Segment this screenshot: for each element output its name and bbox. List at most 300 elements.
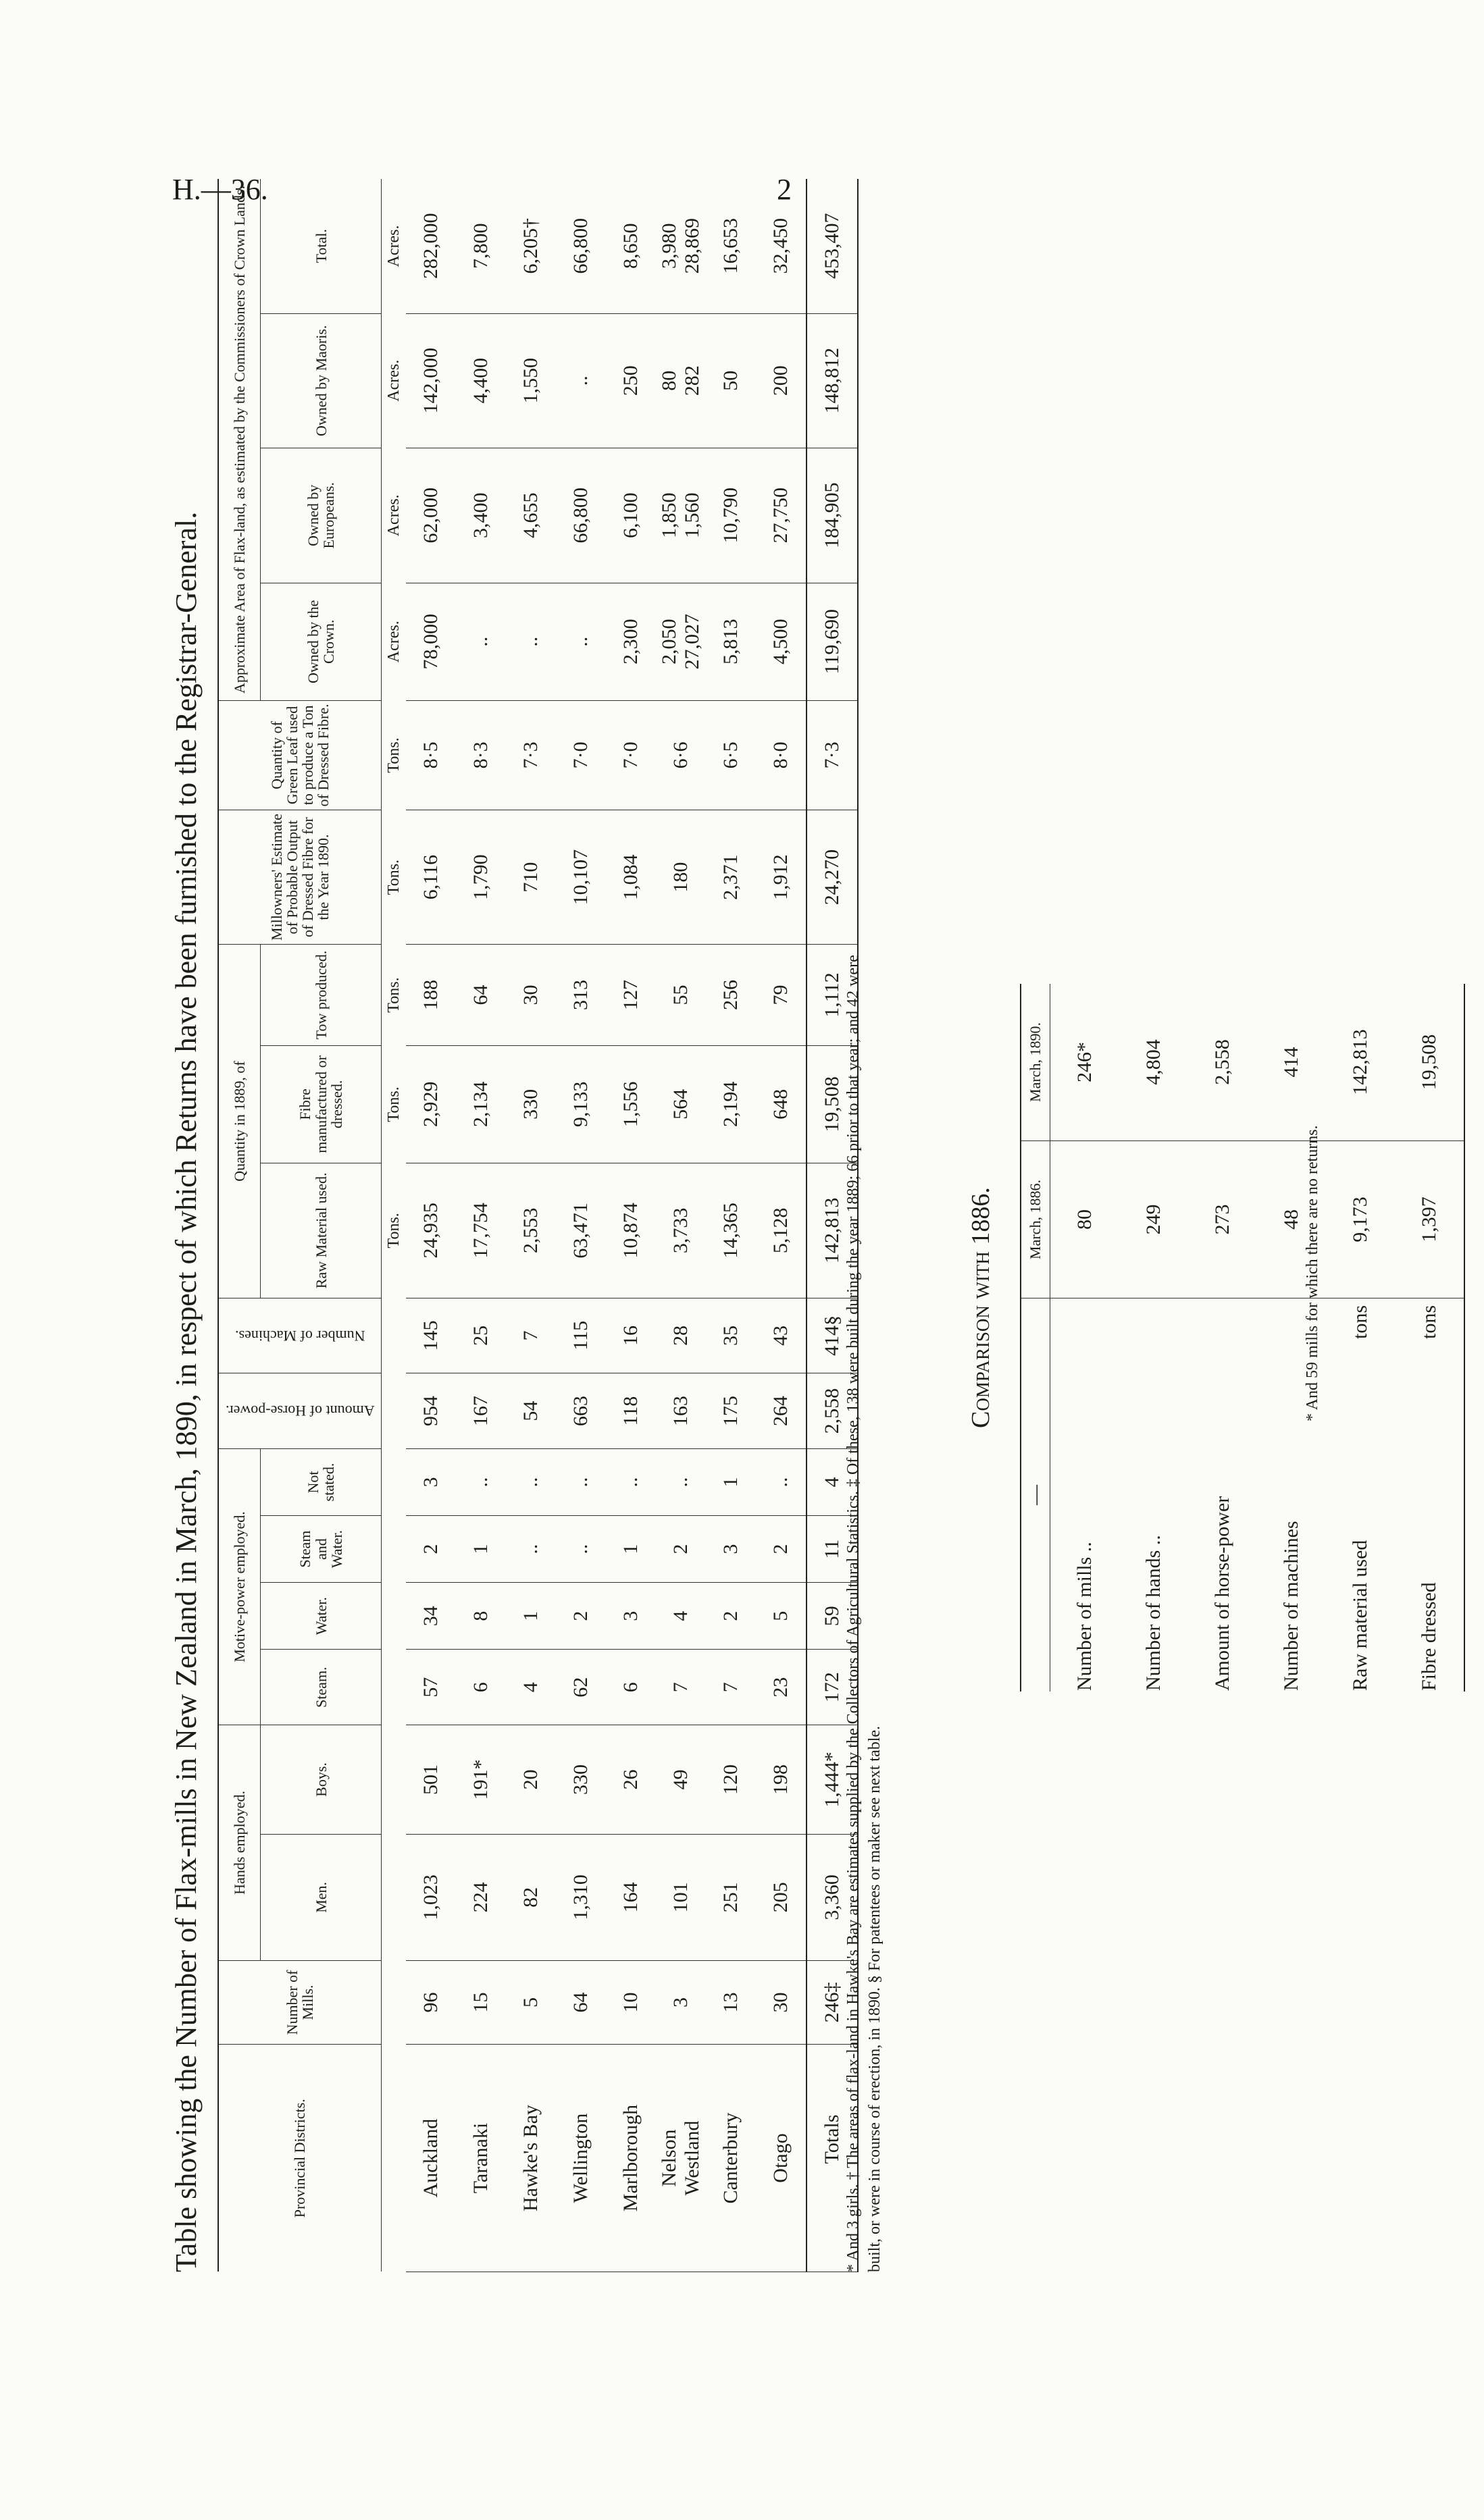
cell-raw: [406, 1163, 456, 1298]
cell-value: ..: [769, 1477, 792, 1488]
district-label: Marlborough: [619, 2104, 642, 2212]
cell-value: 127: [619, 980, 642, 1011]
cell-value: 2: [719, 1610, 742, 1621]
cell-men: [656, 1834, 706, 1960]
cell-green: [706, 700, 756, 810]
cell-value: 1,310: [569, 1874, 592, 1920]
header-quantity: Quantity in 1889, of: [218, 945, 261, 1298]
cell-value: 23: [769, 1677, 792, 1698]
cell-value: 9,133: [569, 1081, 592, 1128]
cell-value: 1,912: [769, 854, 792, 900]
header-area: Approximate Area of Flax-land, as estimated by the Commissioners of Crown Lands.: [218, 179, 261, 700]
comparison-label: Raw material used: [1349, 1540, 1371, 1691]
cell-maoris: [706, 313, 756, 448]
comparison-value-v2: 19,508: [1395, 984, 1464, 1141]
cell-value: 62,000: [419, 488, 442, 544]
cell-men: [506, 1834, 556, 1960]
cell-value: ..: [669, 1477, 692, 1488]
comparison-label: Number of mills ..: [1073, 1542, 1096, 1691]
cell-raw: [556, 1163, 606, 1298]
cell-value: 145: [419, 1320, 442, 1351]
cell-value: 101: [669, 1882, 692, 1913]
cell-crown: [656, 583, 706, 700]
cell-men: [556, 1834, 606, 1960]
cell-value: 6,100: [619, 492, 642, 539]
comparison-bottom-rule: [1464, 984, 1469, 1691]
rule: [1464, 984, 1469, 1691]
cell-value: 6: [469, 1682, 492, 1693]
footnotes: [844, 179, 888, 2272]
comparison-value-v2: 414: [1257, 984, 1326, 1141]
cell-machines: [606, 1298, 656, 1373]
cell-value: 7: [519, 1330, 542, 1341]
footnote-line-1: * And 3 girls. † The areas of flax-land in Hawke's Bay are estimates supplied by the Collectors of Agricultural Statistics. ‡ Of these, 138 were built during the year 1889; 66 prior to that year; and 42 were: [844, 955, 862, 2272]
comparison-label-cell: [1188, 1298, 1257, 1692]
cell-value: 82: [519, 1887, 542, 1908]
cell-europeans: [406, 448, 456, 583]
cell-estimate: [406, 810, 456, 945]
cell-value: 4,655: [519, 492, 542, 539]
cell-maoris: [506, 313, 556, 448]
cell-value: 663: [569, 1396, 592, 1427]
total-maoris: 148,812: [807, 313, 858, 448]
cell-value: 4: [669, 1610, 692, 1621]
cell-value: 2,553: [519, 1207, 542, 1254]
cell-crown: [406, 583, 456, 700]
cell-value: 163: [669, 1396, 692, 1427]
cell-value: 3: [419, 1477, 442, 1488]
cell-value: 6,116: [419, 854, 442, 900]
cell-raw: [706, 1163, 756, 1298]
cell-value: 30: [519, 985, 542, 1005]
district-label: Otago: [769, 2133, 792, 2183]
cell-maoris: [456, 313, 506, 448]
cell-sw: [406, 1516, 456, 1583]
cell-value: 8·5: [419, 741, 442, 769]
comparison-value-v1: 80: [1050, 1141, 1120, 1298]
total-raw: 142,813: [807, 1163, 858, 1298]
cell-value: 10,107: [569, 849, 592, 905]
unit-estimate: Tons.: [384, 859, 403, 895]
cell-value: 2,929: [419, 1081, 442, 1128]
header-district: Provincial Districts.: [218, 2045, 382, 2272]
cell-value: 191*: [469, 1759, 492, 1800]
cell-tow: [706, 945, 756, 1045]
cell-value: 20: [519, 1769, 542, 1790]
district-name: [456, 2045, 506, 2272]
header-estimate: Millowners' Estimate of Probable Output of Dressed Fibre for the Year 1890.: [218, 810, 382, 945]
cell-water: [406, 1583, 456, 1650]
cell-value: 80: [658, 370, 680, 391]
cell-value: 7·0: [569, 741, 592, 769]
cell-estimate: [706, 810, 756, 945]
comparison-row: [1257, 984, 1326, 1691]
unit-europeans: Acres.: [384, 494, 403, 537]
cell-ns: [406, 1448, 456, 1515]
cell-mills: [406, 1960, 456, 2044]
cell-value: 16: [619, 1325, 642, 1346]
cell-value: 6·6: [669, 741, 692, 769]
cell-fibre: [606, 1045, 656, 1163]
cell-value: 64: [469, 985, 492, 1005]
cell-ns: [456, 1448, 506, 1515]
cell-value: 142,000: [419, 348, 442, 414]
total-men: 3,360: [807, 1834, 858, 1960]
cell-europeans: [556, 448, 606, 583]
unit-fibre: Tons.: [384, 1086, 403, 1122]
cell-green: [506, 700, 556, 810]
cell-machines: [506, 1298, 556, 1373]
cell-value: ..: [619, 1477, 642, 1488]
cell-sw: [756, 1516, 807, 1583]
district-label: Canterbury: [719, 2112, 742, 2204]
cell-value: 8,650: [619, 223, 642, 269]
comparison-label-cell: [1326, 1298, 1395, 1692]
cell-total: [406, 179, 456, 313]
flax-mills-table: [218, 179, 859, 2272]
units-spacer: [382, 1298, 407, 2272]
cell-boys: [706, 1725, 756, 1835]
cell-value: ..: [469, 1477, 492, 1488]
cell-value: ..: [519, 636, 542, 647]
cell-value: 7·0: [619, 741, 642, 769]
cell-value: ..: [569, 1544, 592, 1554]
cell-tow: [656, 945, 706, 1045]
comparison-label: Fibre dressed: [1418, 1582, 1440, 1691]
cell-sw: [706, 1516, 756, 1583]
cell-value: 54: [519, 1400, 542, 1421]
footnote-line-2: built, or were in course of erection, in 1890. § For patentees or maker see next table.: [866, 1725, 884, 2272]
table-row: [606, 179, 656, 2272]
cell-value: 180: [669, 862, 692, 893]
cell-machines: [756, 1298, 807, 1373]
table-row: [706, 179, 756, 2272]
cell-value: 256: [719, 980, 742, 1011]
cell-estimate: [656, 810, 706, 945]
total-hp: 2,558: [807, 1373, 858, 1449]
cell-value: 25: [469, 1325, 492, 1346]
total-steam: 172: [807, 1650, 858, 1725]
cell-water: [506, 1583, 556, 1650]
cell-value: 1: [519, 1610, 542, 1621]
cell-steam: [656, 1650, 706, 1725]
cell-value: 1: [619, 1544, 642, 1554]
cell-boys: [556, 1725, 606, 1835]
total-estimate: 24,270: [807, 810, 858, 945]
header-hp-text: Amount of Horse-power.: [225, 1402, 375, 1420]
cell-boys: [456, 1725, 506, 1835]
cell-value: 205: [769, 1882, 792, 1913]
cell-ns: [606, 1448, 656, 1515]
cell-ns: [506, 1448, 556, 1515]
cell-estimate: [506, 810, 556, 945]
cell-fibre: [656, 1045, 706, 1163]
header-tow: Tow produced.: [261, 945, 382, 1045]
page-code: H.—36.: [172, 173, 268, 206]
cell-hp: [506, 1373, 556, 1449]
cell-steam: [606, 1650, 656, 1725]
cell-value: 16,653: [719, 218, 742, 274]
unit-total: Acres.: [384, 225, 403, 267]
cell-value: 1,790: [469, 854, 492, 900]
cell-machines: [406, 1298, 456, 1373]
district-name: [756, 2045, 807, 2272]
comparison-label-cell: [1050, 1298, 1120, 1692]
cell-value: 330: [569, 1764, 592, 1795]
header-mills: Number of Mills.: [218, 1960, 382, 2044]
header-raw: Raw Material used.: [261, 1163, 382, 1298]
district-label: Westland: [681, 2120, 703, 2196]
district-label: Taranaki: [469, 2122, 492, 2194]
cell-sw: [606, 1516, 656, 1583]
comparison-body: [1050, 984, 1470, 1691]
comparison-header-1886: March, 1886.: [1021, 1141, 1050, 1298]
cell-steam: [756, 1650, 807, 1725]
cell-value: ..: [569, 1477, 592, 1488]
cell-tow: [756, 945, 807, 1045]
cell-boys: [506, 1725, 556, 1835]
cell-value: 10,874: [619, 1203, 642, 1259]
cell-estimate: [756, 810, 807, 945]
header-men: Men.: [261, 1834, 382, 1960]
cell-europeans: [706, 448, 756, 583]
cell-value: 710: [519, 862, 542, 893]
cell-value: ..: [569, 375, 592, 386]
cell-value: 2: [569, 1610, 592, 1621]
unit-green: Tons.: [384, 737, 403, 773]
cell-value: 57: [419, 1677, 442, 1698]
comparison-label-cell: [1395, 1298, 1464, 1692]
cell-steam: [506, 1650, 556, 1725]
cell-europeans: [606, 448, 656, 583]
district-name: [706, 2045, 756, 2272]
cell-value: 3,980: [658, 223, 680, 269]
total-ns: 4: [807, 1448, 858, 1515]
cell-green: [606, 700, 656, 810]
comparison-row: [1326, 984, 1395, 1691]
cell-total: [656, 179, 706, 313]
cell-crown: [506, 583, 556, 700]
comparison-row: [1395, 984, 1464, 1691]
comparison-value-v2: 142,813: [1326, 984, 1395, 1141]
cell-mills: [656, 1960, 706, 2044]
district-name: [506, 2045, 556, 2272]
cell-value: 3,400: [469, 492, 492, 539]
cell-value: 3: [669, 1997, 692, 2007]
cell-value: 2,300: [619, 619, 642, 665]
cell-value: 120: [719, 1764, 742, 1795]
cell-total: [706, 179, 756, 313]
comparison-row: [1188, 984, 1257, 1691]
cell-value: 250: [619, 365, 642, 396]
cell-total: [606, 179, 656, 313]
cell-value: 8·0: [769, 741, 792, 769]
header-water: Water.: [261, 1583, 382, 1650]
cell-maoris: [406, 313, 456, 448]
cell-value: 282: [681, 365, 703, 396]
cell-value: ..: [569, 636, 592, 647]
total-green: 7·3: [807, 700, 858, 810]
cell-maoris: [556, 313, 606, 448]
unit-maoris: Acres.: [384, 359, 403, 402]
cell-value: 118: [619, 1396, 642, 1426]
cell-value: 4: [519, 1682, 542, 1693]
cell-value: ..: [519, 1544, 542, 1554]
comparison-label-cell: [1257, 1298, 1326, 1692]
cell-crown: [706, 583, 756, 700]
header-machines-text: Number of Machines.: [234, 1327, 365, 1344]
cell-value: 200: [769, 365, 792, 396]
cell-ns: [756, 1448, 807, 1515]
cell-value: 62: [569, 1677, 592, 1698]
district-label: Wellington: [569, 2113, 592, 2203]
comparison-value-v2: 2,558: [1188, 984, 1257, 1141]
cell-maoris: [656, 313, 706, 448]
cell-value: 648: [769, 1088, 792, 1120]
cell-water: [706, 1583, 756, 1650]
cell-value: 264: [769, 1396, 792, 1427]
cell-value: 13: [719, 1992, 742, 2013]
cell-value: 2: [419, 1544, 442, 1554]
cell-boys: [656, 1725, 706, 1835]
rotated-table-page: [169, 179, 946, 2272]
district-label: Nelson: [658, 2129, 680, 2187]
cell-europeans: [656, 448, 706, 583]
cell-value: 27,750: [769, 488, 792, 544]
district-name: [606, 2045, 656, 2272]
cell-sw: [506, 1516, 556, 1583]
cell-raw: [506, 1163, 556, 1298]
cell-value: 164: [619, 1882, 642, 1913]
cell-value: 115: [569, 1321, 592, 1350]
cell-green: [406, 700, 456, 810]
cell-value: 6,205†: [519, 218, 542, 274]
cell-maoris: [606, 313, 656, 448]
cell-boys: [606, 1725, 656, 1835]
cell-value: 2: [769, 1544, 792, 1554]
cell-mills: [456, 1960, 506, 2044]
cell-steam: [406, 1650, 456, 1725]
cell-tow: [556, 945, 606, 1045]
comparison-label: Number of hands ..: [1142, 1535, 1165, 1691]
header-crown: Owned by the Crown.: [261, 583, 382, 700]
cell-value: 79: [769, 985, 792, 1005]
cell-europeans: [756, 448, 807, 583]
comparison-label: Amount of horse-power: [1211, 1496, 1233, 1691]
cell-fibre: [506, 1045, 556, 1163]
cell-water: [606, 1583, 656, 1650]
cell-value: 14,365: [719, 1203, 742, 1259]
cell-fibre: [456, 1045, 506, 1163]
cell-tow: [506, 945, 556, 1045]
cell-value: 330: [519, 1088, 542, 1120]
cell-estimate: [606, 810, 656, 945]
table-row: [556, 179, 606, 2272]
cell-value: 2,134: [469, 1081, 492, 1128]
cell-men: [756, 1834, 807, 1960]
cell-water: [656, 1583, 706, 1650]
cell-value: 1,084: [619, 854, 642, 900]
cell-value: 7,800: [469, 223, 492, 269]
cell-water: [556, 1583, 606, 1650]
cell-value: 954: [419, 1396, 442, 1427]
cell-men: [706, 1834, 756, 1960]
header-hands: Hands employed.: [218, 1725, 261, 1961]
comparison-row: [1119, 984, 1188, 1691]
cell-value: 55: [669, 985, 692, 1005]
cell-value: 313: [569, 980, 592, 1011]
cell-boys: [756, 1725, 807, 1835]
cell-machines: [556, 1298, 606, 1373]
cell-estimate: [556, 810, 606, 945]
header-total: Total.: [261, 179, 382, 313]
cell-value: 282,000: [419, 213, 442, 280]
table-row: [756, 179, 807, 2272]
header-machines: [218, 1298, 382, 1373]
cell-value: 28,869: [681, 218, 703, 274]
total-europeans: 184,905: [807, 448, 858, 583]
cell-value: 6·5: [719, 741, 742, 769]
cell-green: [456, 700, 506, 810]
cell-water: [456, 1583, 506, 1650]
cell-total: [456, 179, 506, 313]
cell-estimate: [456, 810, 506, 945]
district-label: Hawke's Bay: [519, 2105, 542, 2211]
cell-machines: [656, 1298, 706, 1373]
district-label: Auckland: [419, 2118, 442, 2198]
comparison-label: Number of machines: [1280, 1521, 1302, 1691]
comparison-header-blank: —: [1021, 1298, 1050, 1692]
cell-value: 32,450: [769, 218, 792, 274]
table-row: [406, 179, 456, 2272]
header-motive: Motive-power employed.: [218, 1448, 261, 1725]
total-mills: 246‡: [807, 1960, 858, 2044]
comparison-label-cell: [1119, 1298, 1188, 1692]
cell-value: 224: [469, 1882, 492, 1913]
cell-total: [756, 179, 807, 313]
cell-ns: [706, 1448, 756, 1515]
cell-value: 49: [669, 1769, 692, 1790]
cell-value: 1: [719, 1477, 742, 1488]
cell-raw: [656, 1163, 706, 1298]
cell-value: 1,550: [519, 358, 542, 404]
cell-steam: [456, 1650, 506, 1725]
cell-total: [556, 179, 606, 313]
cell-value: 2,371: [719, 854, 742, 900]
cell-sw: [556, 1516, 606, 1583]
cell-value: 6: [619, 1682, 642, 1693]
header-steam: Steam.: [261, 1650, 382, 1725]
header-hp: [218, 1373, 382, 1449]
cell-mills: [556, 1960, 606, 2044]
cell-value: 1,850: [658, 492, 680, 539]
cell-value: 251: [719, 1882, 742, 1913]
cell-machines: [706, 1298, 756, 1373]
total-crown: 119,690: [807, 583, 858, 700]
table-row: [456, 179, 506, 2272]
cell-machines: [456, 1298, 506, 1373]
comparison-header-1890: March, 1890.: [1021, 984, 1050, 1141]
cell-tow: [406, 945, 456, 1045]
cell-value: 175: [719, 1396, 742, 1427]
cell-value: 7·3: [519, 741, 542, 769]
cell-europeans: [506, 448, 556, 583]
cell-mills: [756, 1960, 807, 2044]
cell-tow: [456, 945, 506, 1045]
cell-ns: [656, 1448, 706, 1515]
cell-fibre: [406, 1045, 456, 1163]
header-maoris: Owned by Maoris.: [261, 313, 382, 448]
